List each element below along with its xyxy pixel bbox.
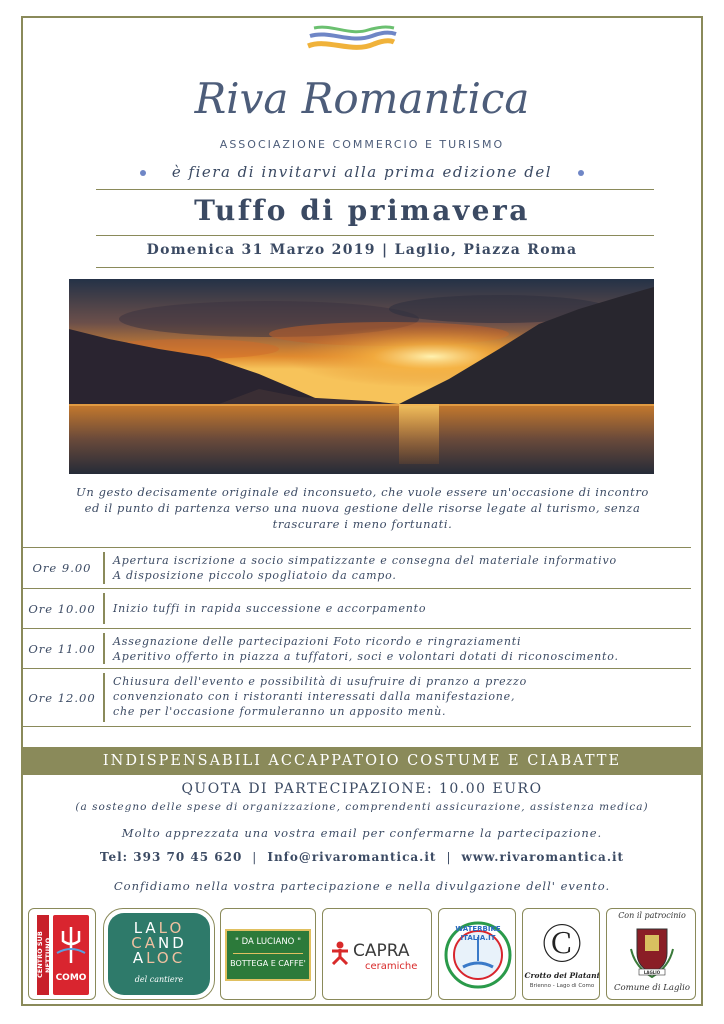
email-note: Molto apprezzata una vostra email per confermarne la partecipazione. [121, 826, 603, 840]
schedule-desc [105, 629, 691, 668]
divider [96, 267, 654, 268]
locanda-line: LO [158, 919, 185, 937]
sponsor-sub: Brienno - Lago di Como [529, 983, 595, 989]
closing-text: Confidiamo nella vostra partecipazione e nella divulgazione dell' evento. [113, 879, 611, 893]
bullet-dot-icon [578, 170, 584, 176]
capra-figure-icon [329, 941, 351, 965]
trident-icon [55, 923, 87, 967]
brand-subtitle: ASSOCIAZIONE COMMERCIO E TURISMO [219, 138, 505, 151]
email-link[interactable]: Info@rivaromantica.it [267, 850, 437, 864]
sponsor-sub: BOTTEGA E CAFFE' [230, 959, 306, 968]
locanda-line: A [132, 949, 147, 967]
schedule-row [21, 589, 691, 629]
phone-number: Tel: 393 70 45 620 [99, 850, 243, 864]
schedule-line: Inizio tuffi in rapida successione e accorpamento [113, 602, 427, 615]
sponsor-capra [322, 908, 432, 1000]
separator: | [446, 850, 452, 864]
bullet-dot-icon [140, 170, 146, 176]
brand-name: Riva Romantica [194, 74, 530, 123]
sponsor-sub: del cantiere [134, 975, 184, 984]
sponsor-sub-nettuno [28, 908, 96, 1000]
cp-monogram-icon: Ⓒ [542, 922, 582, 968]
schedule-time: Ore 10.00 [28, 601, 96, 616]
sponsor-name: " DA LUCIANO " [235, 937, 301, 947]
sponsor-name: CAPRA [353, 941, 410, 961]
sponsor-name: Crotto dei Platani [524, 971, 600, 980]
invite-line [0, 163, 724, 181]
quota-note: (a sostegno delle spese di organizzazione, comprendenti assicurazione, assistenza medica) [75, 801, 649, 813]
schedule-line: Assegnazione delle partecipazioni Foto ricordo e ringraziamenti [113, 635, 522, 648]
coat-banner-text: LAGLIO [643, 970, 661, 975]
quota-label: QUOTA DI PARTECIPAZIONE: 10.00 EURO [181, 781, 543, 797]
schedule-time: Ore 12.00 [28, 690, 96, 705]
schedule-row [21, 629, 691, 669]
wave-logo-icon [306, 22, 398, 62]
schedule-line: convenzionato con i ristoranti interessati dalla manifestazione, [113, 690, 516, 703]
schedule-time: Ore 9.00 [32, 561, 92, 575]
schedule-line: Chiusura dell'evento e possibilità di usufruire di pranzo a prezzo [113, 675, 528, 688]
sponsor-waterbike [438, 908, 516, 1000]
sponsor-crotto-platani [522, 908, 600, 1000]
separator: | [252, 850, 258, 864]
schedule-desc [105, 548, 691, 588]
sponsor-sub: ceramiche [365, 961, 418, 972]
schedule-line: Aperitivo offerto in piazza a tuffatori, soci e volontari dotati di riconoscimento. [113, 650, 619, 663]
patrocinio-label: Con il patrocinio [618, 911, 686, 920]
divider [96, 235, 654, 236]
sponsor-text: CENTRO SUB NETTUNO [36, 931, 52, 979]
sponsor-city: COMO [55, 973, 87, 983]
event-date-location: Domenica 31 Marzo 2019 | Laglio, Piazza Roma [146, 242, 578, 258]
locanda-logo-text [108, 921, 210, 966]
contacts-line [0, 850, 724, 864]
sponsor-da-luciano [220, 908, 316, 1000]
schedule-desc [105, 589, 691, 628]
divider [233, 953, 303, 954]
divider [96, 189, 654, 190]
sponsor-name: WATERBIKE ITALIA.IT [455, 925, 501, 942]
notice-band: INDISPENSABILI ACCAPPATOIO COSTUME E CIABATTE [21, 747, 703, 775]
schedule-row [21, 669, 691, 727]
schedule-line: che per l'occasione formuleranno un apposito menù. [113, 705, 447, 718]
sponsor-comune-laglio [606, 908, 696, 1000]
event-title: Tuffo di primavera [194, 194, 530, 227]
website-link[interactable]: www.rivaromantica.it [461, 850, 625, 864]
schedule-row [21, 547, 691, 589]
sponsor-locanda [103, 908, 215, 1000]
locanda-line: LOC [146, 949, 186, 967]
schedule-table [21, 547, 691, 727]
invite-text: è fiera di invitarvi alla prima edizione del [171, 163, 553, 181]
intro-text: Un gesto decisamente originale ed inconsueto, che vuole essere un'occasione di incontro ed il punto di partenza verso una nuova gestione delle risorse legate al turismo, senza trascurare i meno fortunati. [76, 485, 649, 531]
locanda-line: CA [131, 934, 158, 952]
schedule-line: A disposizione piccolo spogliatoio da campo. [113, 569, 397, 582]
schedule-time: Ore 11.00 [28, 641, 96, 656]
locanda-line: LA [133, 919, 159, 937]
schedule-desc [105, 669, 691, 726]
sponsor-name: Comune di Laglio [614, 983, 690, 993]
sunset-lake-photo [69, 279, 654, 474]
locanda-line: ND [157, 934, 187, 952]
schedule-line: Apertura iscrizione a socio simpatizzante e consegna del materiale informativo [113, 554, 617, 567]
